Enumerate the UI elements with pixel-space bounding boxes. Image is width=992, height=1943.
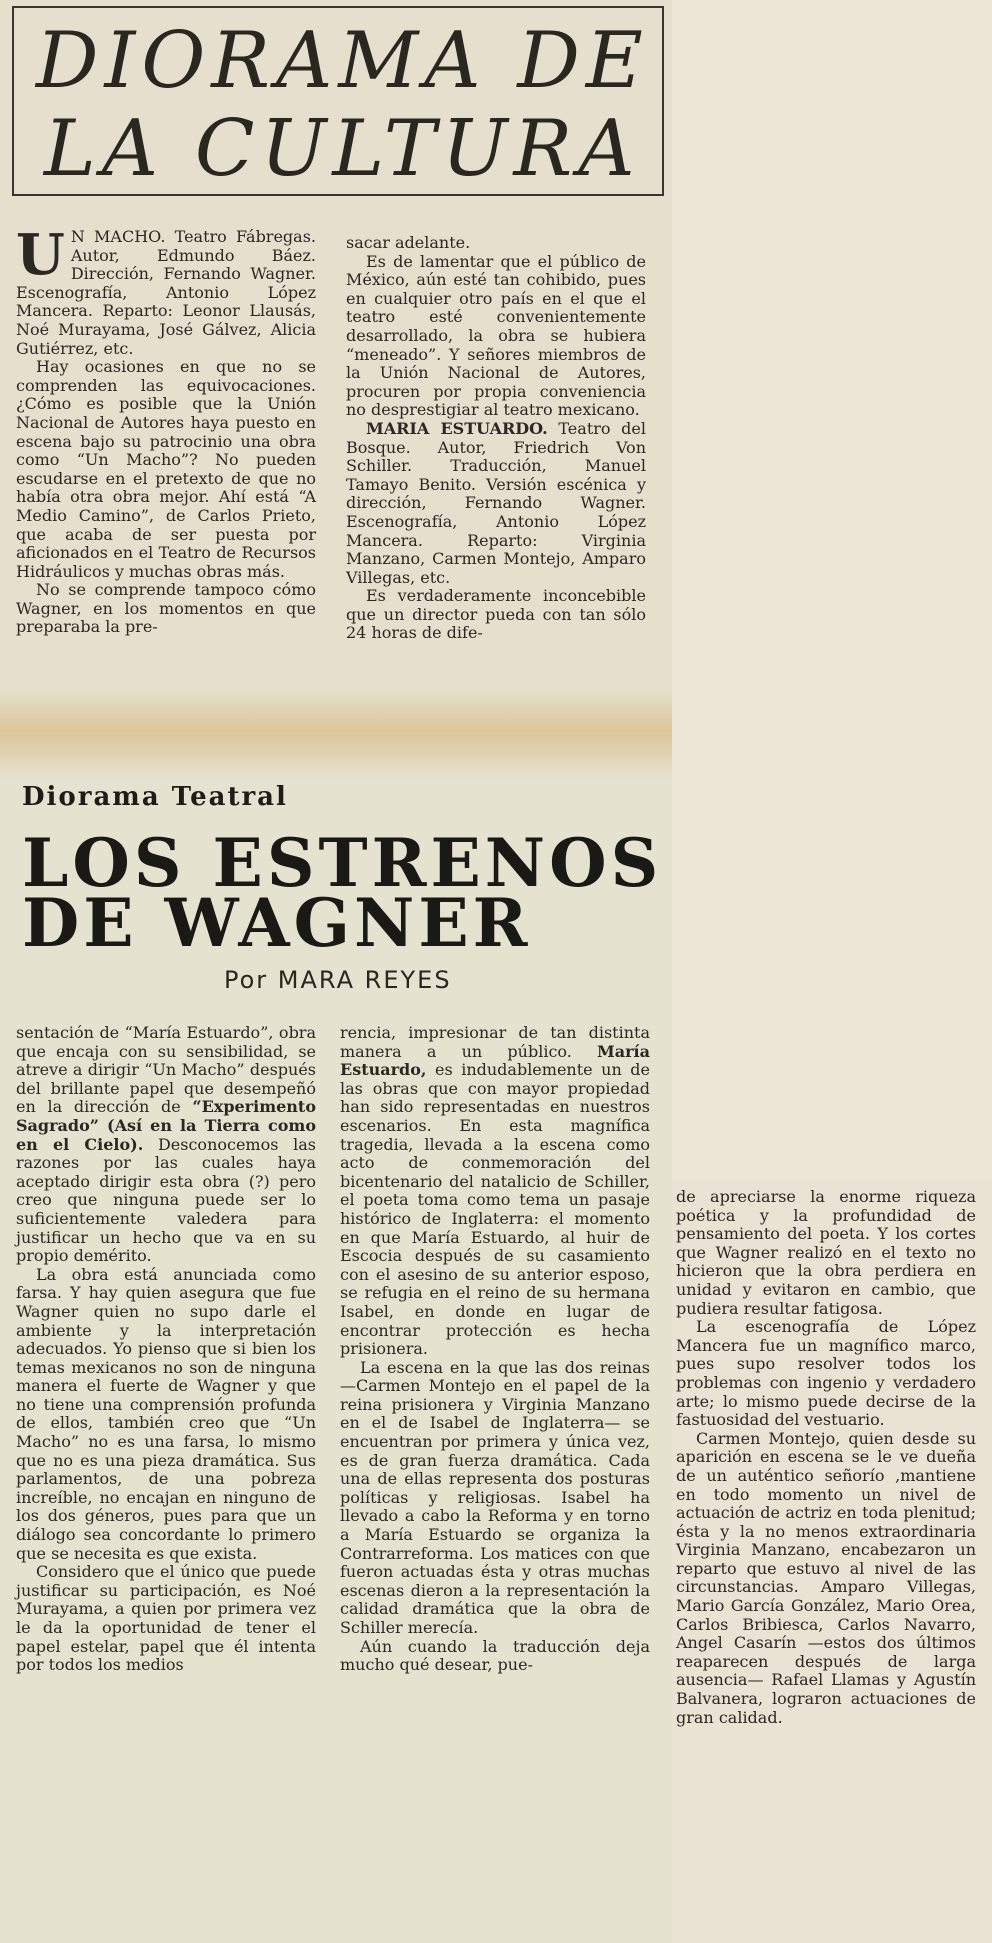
bold-text: “Experimento Sagrado” (Así en la Tierra como en el Cielo). <box>16 1097 316 1154</box>
paragraph: Carmen Montejo, quien desde su aparición en escena se le ve dueña de un auténtico señorío ,mantiene en todo momento un nivel de actuación de actriz en toda plenitud; ésta y la no menos extraordinaria Virginia Manzano, encabezaron un reparto que estuvo al nivel de las circunstancias. Amparo Villegas, Mario García González, Mario Orea, Carlos Bribiesca, Carlos Navarro, Angel Casarín —estos dos últimos reaparecen después de larga ausencia— Rafael Llamas y Agustín Balvanera, lograron actuaciones de gran calidad. <box>676 1428 976 1727</box>
top-article-column-2 <box>346 234 646 643</box>
drop-cap: U <box>16 222 65 288</box>
paragraph: La escena en la que las dos reinas —Carmen Montejo en el papel de la reina prisionera y Virginia Manzano en el de Isabel de Inglaterra— se encuentran por primera y única vez, es de gran fuerza dramática. Cada una de ellas representa dos posturas políticas y religiosas. Isabel ha llevado a cabo la Reforma y en torno a María Estuardo se organiza la Contrarreforma. Los matices con que fueron actuadas ésta y otras muchas escenas dieron a la representación la calidad dramática que la obra de Schiller merecía. <box>340 1357 650 1637</box>
paragraph-text: Desconocemos las razones por las cuales haya aceptado dirigir esta obra (?) pero creo que ninguna puede ser lo suficientemente valedera para justificar un hecho que va en su propio demérito. <box>16 1134 316 1266</box>
headline-line-1: LOS ESTRENOS <box>22 824 663 902</box>
play-title: MARIA ESTUARDO. <box>366 418 548 438</box>
paragraph: de apreciarse la enorme riqueza poética y la profundidad de pensamiento del poeta. Y los cortes que Wagner realizó en el texto no hicieron que la obra perdiera en unidad y evitaron en cambio, que pudiera resultar fatigosa. <box>676 1187 976 1318</box>
top-article-column-1 <box>16 222 316 637</box>
section-kicker: Diorama Teatral <box>22 782 288 812</box>
paragraph-text: Teatro del Bosque. Autor, Friedrich Von Schiller. Traducción, Manuel Tamayo Benito. Versión escénica y dirección, Fernando Wagner. Escenografía, Antonio López Mancera. Reparto: Virginia Manzano, Carmen Montejo, Amparo Villegas, etc. <box>346 418 646 587</box>
glue-stain <box>0 690 672 780</box>
paragraph: Hay ocasiones en que no se comprenden las equivocaciones. ¿Cómo es posible que la Unión Nacional de Autores haya puesto en escena bajo su patrocinio una obra como “Un Macho”? No pueden escudarse en el pretexto de que no había otra obra mejor. Ahí está “A Medio Camino”, de Carlos Prieto, que acaba de ser puesta por aficionados en el Teatro de Recursos Hidráulicos y muchas obras más. <box>16 357 316 581</box>
paragraph-text: es indudablemente un de las obras que con mayor propiedad han sido representadas en nuestros escenarios. En esta magnífica tragedia, llevada a la escena como acto de conmemoración del bicentenario del natalicio de Schiller, el poeta toma como tema un pasaje histórico de Inglaterra: el momento en que María Estuardo, al huir de Escocia después de su casamiento con el asesino de su anterior esposo, se refugia en el reino de su hermana Isabel, en donde en lugar de encontrar protección es hecha prisionera. <box>340 1060 650 1359</box>
paragraph: No se comprende tampoco cómo Wagner, en los momentos en que preparaba la pre- <box>16 580 316 637</box>
byline: Por MARA REYES <box>224 966 452 994</box>
paragraph-text: N MACHO. Teatro Fábregas. Autor, Edmundo Báez. Dirección, Fernando Wagner. Escenografía, Antonio López Mancera. Reparto: Leonor Llausás, Noé Murayama, José Gálvez, Alicia Gutiérrez, etc. <box>16 227 316 358</box>
bottom-article-column-1 <box>16 1024 316 1675</box>
paragraph: Considero que el único que puede justificar su participación, es Noé Murayama, a quien por primera vez le da la oportunidad de tener el papel estelar, papel que él intenta por todos los medios <box>16 1562 316 1675</box>
paragraph <box>16 222 316 358</box>
paragraph <box>16 1024 316 1266</box>
paragraph: Es de lamentar que el público de México, aún esté tan cohibido, pues en cualquier otro país en el que el teatro esté convenientemente desarrollado, la obra se hubiera “meneado”. Y señores miembros de la Unión Nacional de Autores, procuren por propia conveniencia no desprestigiar al teatro mexicano. <box>346 251 646 420</box>
paragraph: sacar adelante. <box>346 233 471 252</box>
paragraph <box>346 420 646 587</box>
paragraph: Aún cuando la traducción deja mucho qué desear, pue- <box>340 1636 650 1675</box>
bold-text: María Estuardo, <box>340 1041 650 1080</box>
headline-line-2: DE WAGNER <box>22 884 532 962</box>
paragraph: Es verdaderamente inconcebible que un director pueda con tan sólo 24 horas de dife- <box>346 586 646 643</box>
masthead-box <box>12 6 664 196</box>
bottom-article-column-2 <box>340 1024 650 1675</box>
paragraph-text: sentación de “María Estuardo”, obra que encaja con su sensibilidad, se atreve a dirigir “Un Macho” después del brillante papel que desempeñó en la dirección de <box>16 1023 316 1117</box>
bottom-article-column-3 <box>676 1188 976 1727</box>
masthead-line-1: DIORAMA DE <box>36 16 649 106</box>
paragraph-text: rencia, impresionar de tan distinta manera a un público. <box>340 1023 650 1061</box>
paragraph: La obra está anunciada como farsa. Y hay quien asegura que fue Wagner quien no supo darle el ambiente y la interpretación adecuados. Yo pienso que si bien los temas mexicanos no son de ninguna manera el fuerte de Wagner y que no tiene una comprensión profunda de ellos, también creo que “Un Macho” no es una farsa, lo mismo que no es una pieza dramática. Sus parlamentos, de una pobreza increíble, no encajan en ninguno de los dos géneros, pues para que un diálogo sea concordante lo primero que se necesita es que exista. <box>16 1264 316 1563</box>
masthead-line-2: LA CULTURA <box>44 104 641 194</box>
paragraph: La escenografía de López Mancera fue un magnífico marco, pues supo resolver todos los problemas con ingenio y verdadero arte; lo mismo puede decirse de la fastuosidad del vestuario. <box>676 1317 976 1430</box>
paragraph <box>340 1024 650 1359</box>
